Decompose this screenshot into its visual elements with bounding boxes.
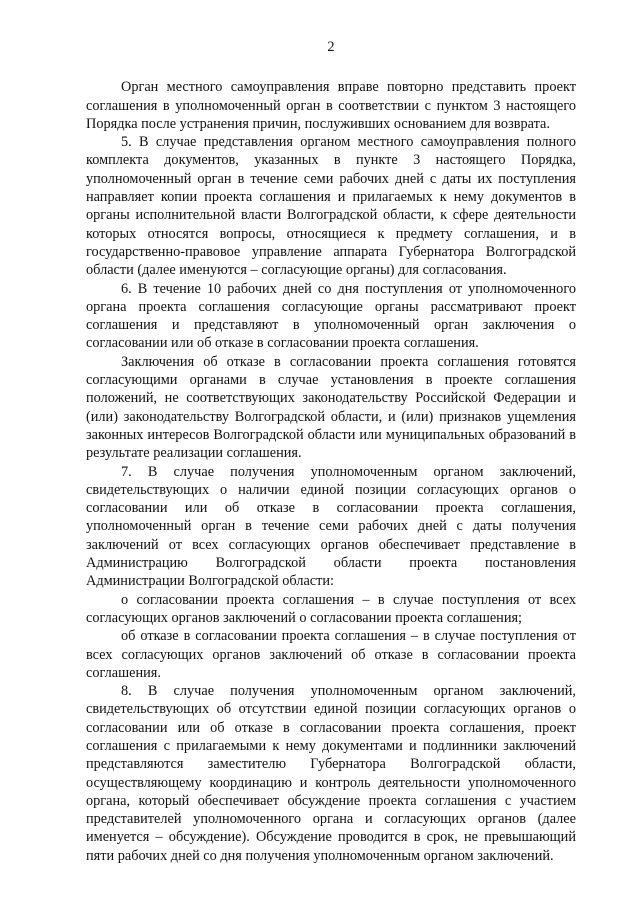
paragraph-refusal-case: об отказе в согласовании проекта соглашения – в случае поступления от всех согласующих органов заключений об отказе в согласовании проекта соглашения. [86,628,576,681]
paragraph-item-6: 6. В течение 10 рабочих дней со дня поступления от уполномоченного органа проекта соглашения согласующие органы рассматривают проект соглашения и представляют в уполномоченный орган заключения о согласовании или об отказе в согласовании проекта соглашения. [86,280,576,352]
page-number: 2 [327,39,335,55]
paragraph-approval-case: о согласовании проекта соглашения – в случае поступления от всех согласующих органов заключений о согласовании проекта соглашения; [86,591,576,626]
paragraph-item-8: 8. В случае получения уполномоченным органом заключений, свидетельствующих об отсутствии единой позиции согласующих органов о согласовании или об отказе в согласовании проекта соглашения, проект соглашения с прилагаемыми к нему документами и подлинники заключений представляются заместителю Губернатора Волгоградской области, осуществляющему координацию и контроль деятельности уполномоченного органа, который обеспечивает обсуждение проекта соглашения с участием представителей уполномоченного органа и согласующих органов (далее именуется – обсуждение). Обсуждение проводится в срок, не превышающий пяти рабочих дней со дня получения уполномоченным органом заключений. [86,683,576,864]
paragraph-refusal-conclusions: Заключения об отказе в согласовании проекта соглашения готовятся согласующими органами в случае установления в проекте соглашения положений, не соответствующих законодательству Российской Федерации и (или) законодательству Волгоградской области, и (или) признаков ущемления законных интересов Волгоградской области или муниципальных образований в результате реализации соглашения. [86,353,576,462]
paragraph-resubmission: Орган местного самоуправления вправе повторно представить проект соглашения в уполномоченный орган в соответствии с пунктом 3 настоящего Порядка после устранения причин, послуживших основанием для возврата. [86,79,576,132]
paragraph-item-7: 7. В случае получения уполномоченным органом заключений, свидетельствующих о наличии единой позиции согласующих органов о согласовании или об отказе в согласовании проекта соглашения, уполномоченный орган в течение семи рабочих дней с даты получения заключений от всех согласующих органов обеспечивает представление в Администрацию Волгоградской области проекта постановления Администрации Волгоградской области: [86,463,576,590]
paragraph-item-5: 5. В случае представления органом местного самоуправления полного комплекта документов, указанных в пункте 3 настоящего Порядка, уполномоченный орган в течение семи рабочих дней с даты их поступления направляет копии проекта соглашения и прилагаемых к нему документов в органы исполнительной власти Волгоградской области, к сфере деятельности которых относятся вопросы, относящиеся к предмету соглашения, и в государственно-правовое управление аппарата Губернатора Волгоградской области (далее именуются – согласующие органы) для согласования. [86,134,576,279]
